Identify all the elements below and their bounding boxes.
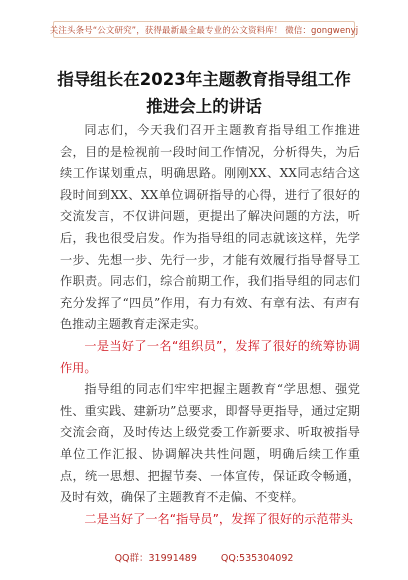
promo-banner: 关注头条号“公文研究”，获得最新最全最专业的公文资料库！ 微信：gongwenyj [53,21,355,38]
body-paragraph: 同志们，今天我们召开主题教育指导组工作推进会，目的是检视前一段时间工作情况，分析得失，为后续工作谋划重点，明确思路。刚刚XX、XX同志结合这段时间到XX、XX单位调研指导的心得，进行了很好的交流发言，不仅讲问题，更提出了解决问题的方法，听后，我也很受启发。作为指导组的同志就该这样，先学一步、先想一步、先行一步，才能有效履行指导督导工作职责。同志们，综合前期工作，我们指导组的同志们充分发挥了“四员”作用，有力有效、有章有法、有声有色推动主题教育走深走实。 [60,123,360,332]
footer-qq-group: QQ群：31991489 [114,553,197,564]
footer-qq: QQ:535304092 [220,553,294,564]
body-paragraph: 指导组的同志们牢牢把握主题教育“学思想、强党性、重实践、建新功”总要求，即督导更指导，通过定期交流会商，及时传达上级党委工作新要求、听取被指导单位工作汇报、协调解决共性问题，明确后续工作重点，统一思想、把握节奏、一体宣传，保证政令畅通，及时有效，确保了主题教育不走偏、不变样。 [60,382,360,505]
document-title [30,66,378,120]
section-heading: 二是当好了一名“指导员”，发挥了很好的示范带头 [84,511,353,526]
document-body [60,120,360,530]
page-footer [0,550,408,564]
title-line-2: 推进会上的讲话 [146,97,262,116]
section-heading: 一是当好了一名“组织员”，发挥了很好的统筹协调作用。 [60,338,360,375]
title-line-1: 指导组长在2023年主题教育指导组工作 [57,70,351,89]
